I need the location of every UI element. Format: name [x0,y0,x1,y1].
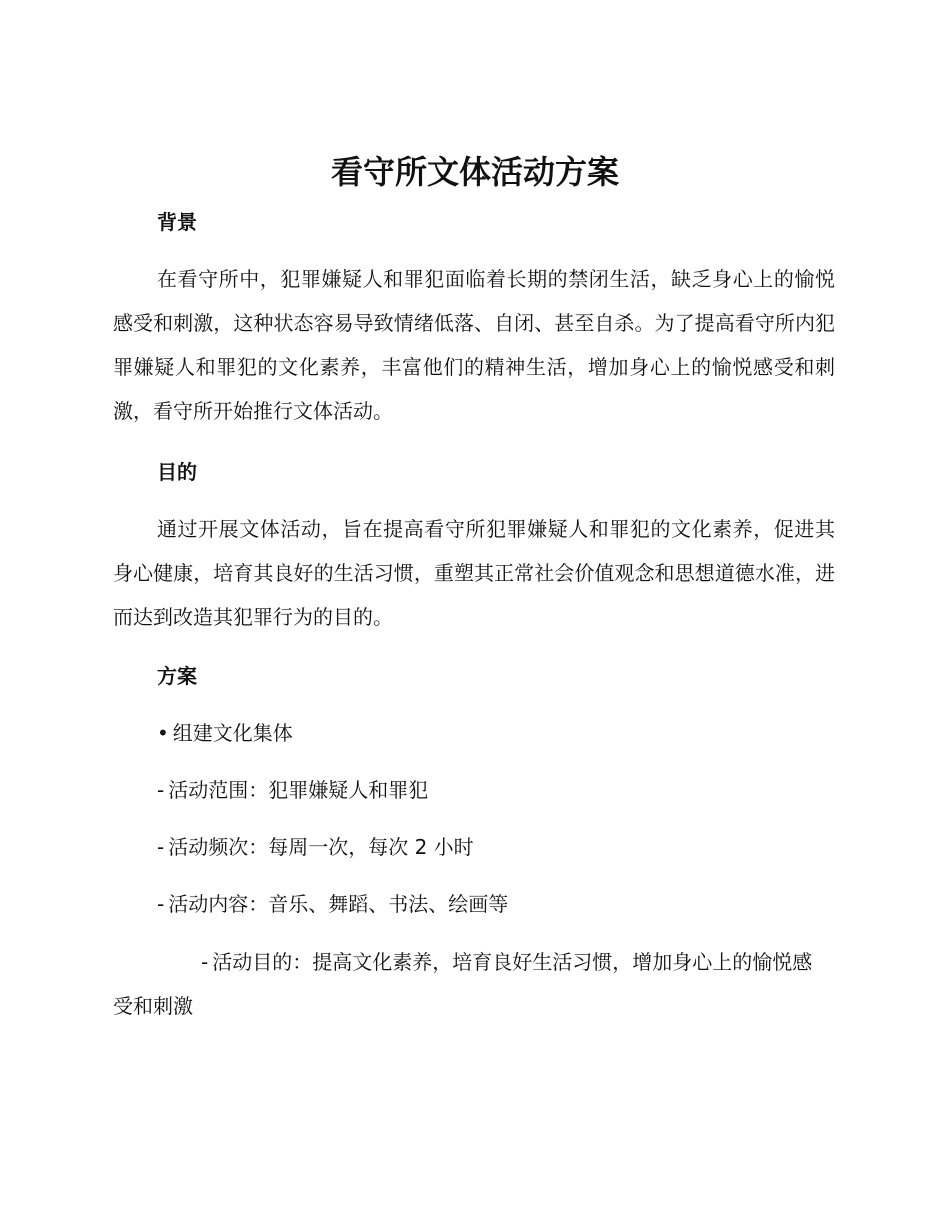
dash-marker: - [157,778,165,802]
list-item-text: 活动范围：犯罪嫌疑人和罪犯 [168,778,429,802]
list-item-content [157,890,508,918]
section-heading-background: 背景 [157,210,197,234]
list-item-scope [157,776,428,804]
bullet-marker: • [157,721,169,745]
section-heading-plan: 方案 [157,664,197,688]
bullet-item-text: 组建文化集体 [172,721,293,745]
section-heading-purpose: 目的 [157,460,197,484]
dash-marker: - [157,892,165,916]
list-item-goal [113,940,828,1028]
bullet-item [157,719,293,747]
list-item-text: 活动内容：音乐、舞蹈、书法、绘画等 [168,892,509,916]
list-item-text: 活动频次：每周一次，每次 2 小时 [168,835,474,859]
dash-marker: - [201,950,209,974]
purpose-paragraph: 通过开展文体活动，旨在提高看守所犯罪嫌疑人和罪犯的文化素养，促进其身心健康，培育其良好的生活习惯，重塑其正常社会价值观念和思想道德水准，进而达到改造其犯罪行为的目的。 [113,517,835,629]
list-item-frequency [157,833,474,861]
background-paragraph: 在看守所中，犯罪嫌疑人和罪犯面临着长期的禁闭生活，缺乏身心上的愉悦感受和刺激，这种状态容易导致情绪低落、自闭、甚至自杀。为了提高看守所内犯罪嫌疑人和罪犯的文化素养，丰富他们的精神生活，增加身心上的愉悦感受和刺激，看守所开始推行文体活动。 [113,267,835,423]
list-item-text: 活动目的：提高文化素养，培育良好生活习惯，增加身心上的愉悦感受和刺激 [113,950,813,1018]
document-title: 看守所文体活动方案 [330,153,619,191]
dash-marker: - [157,835,165,859]
